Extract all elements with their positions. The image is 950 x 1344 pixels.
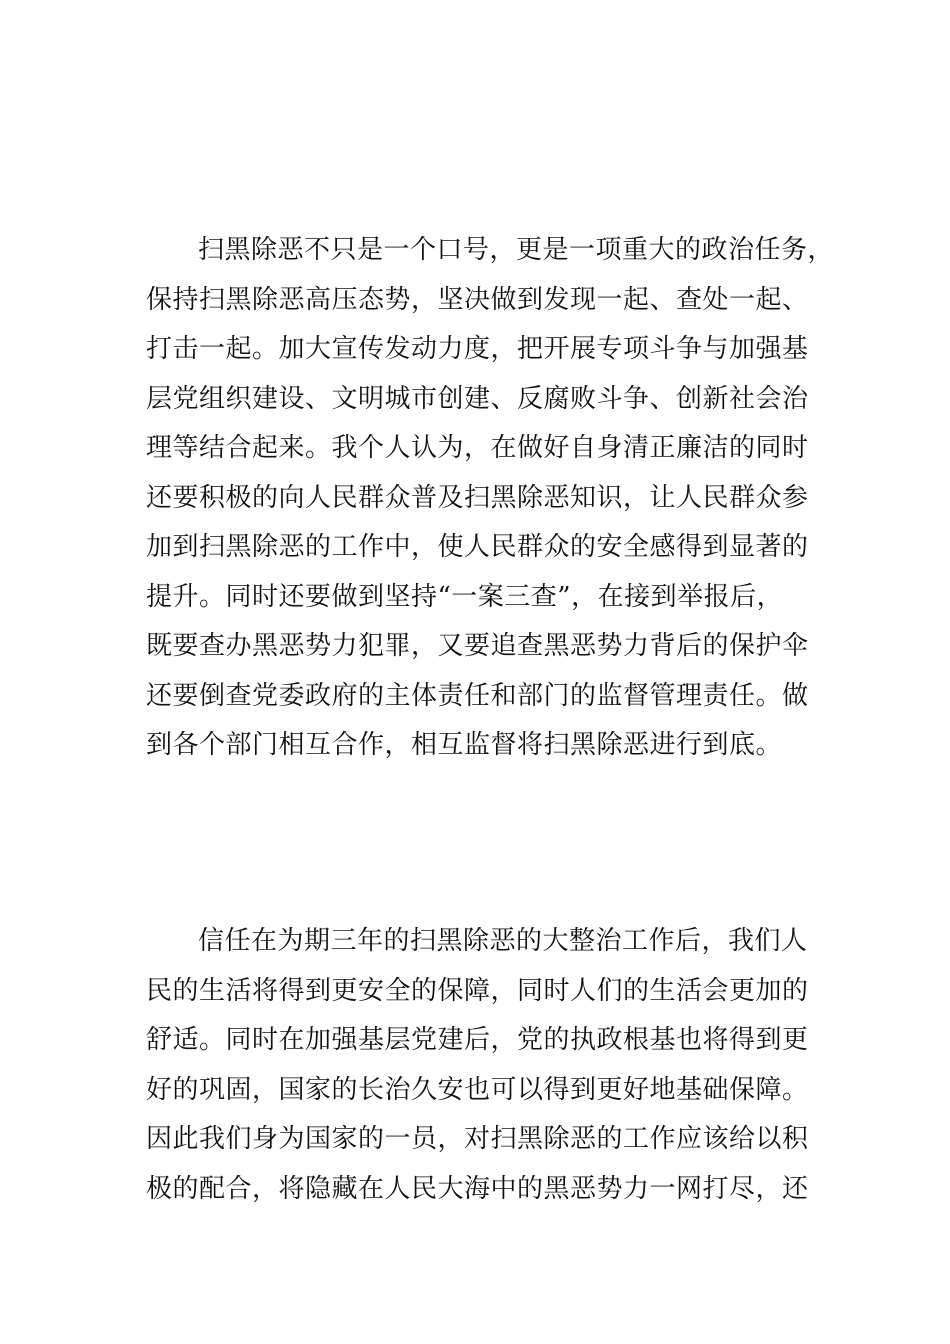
paragraph-line: 理等结合起来。我个人认为，在做好自身清正廉洁的同时 (146, 433, 809, 463)
paragraph-line: 好的巩固，国家的长治久安也可以得到更好地基础保障。 (146, 1074, 809, 1105)
paragraph-line: 既要查办黑恶势力犯罪，又要追查黑恶势力背后的保护伞 (146, 631, 809, 661)
paragraph-line: 极的配合，将隐藏在人民大海中的黑恶势力一网打尽，还 (146, 1173, 809, 1204)
paragraph-line: 还要积极的向人民群众普及扫黑除恶知识，让人民群众参 (146, 482, 809, 513)
paragraph-line: 民的生活将得到更安全的保障，同时人们的生活会更加的 (146, 975, 809, 1006)
paragraph-line: 加到扫黑除恶的工作中，使人民群众的安全感得到显著的 (146, 532, 809, 562)
paragraph-line: 提升。同时还要做到坚持“一案三查”，在接到举报后， (146, 581, 784, 612)
paragraph-line: 保持扫黑除恶高压态势，坚决做到发现一起、查处一起、 (146, 284, 809, 315)
paragraph-1 (146, 226, 836, 771)
paragraph-line: 到各个部门相互合作，相互监督将扫黑除恶进行到底。 (146, 730, 783, 760)
paragraph-line: 层党组织建设、文明城市创建、反腐败斗争、创新社会治 (146, 383, 809, 414)
paragraph-line: 打击一起。加大宣传发动力度，把开展专项斗争与加强基 (146, 334, 809, 364)
paragraph-line: 因此我们身为国家的一员，对扫黑除恶的工作应该给以积 (146, 1124, 809, 1154)
paragraph-line: 扫黑除恶不只是一个口号，更是一项重大的政治任务， (198, 235, 835, 265)
paragraph-line: 舒适。同时在加强基层党建后，党的执政根基也将得到更 (146, 1025, 809, 1055)
paragraph-line: 还要倒查党委政府的主体责任和部门的监督管理责任。做 (146, 680, 809, 711)
paragraph-2 (146, 917, 836, 1214)
paragraph-line: 信任在为期三年的扫黑除恶的大整治工作后，我们人 (198, 926, 808, 956)
